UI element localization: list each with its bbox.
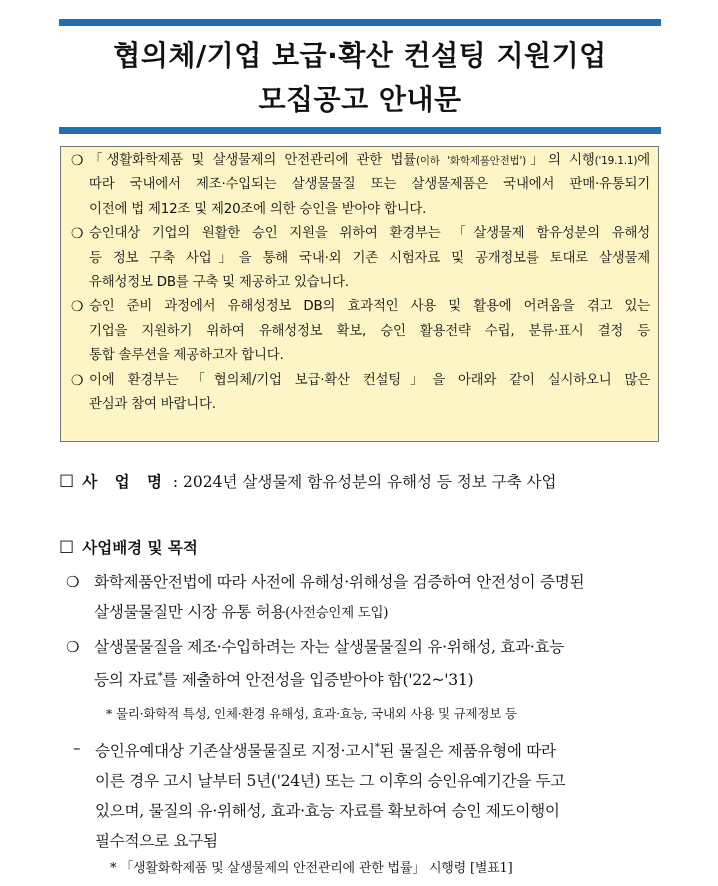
item-line: 필수적으로 요구됨 xyxy=(95,832,218,851)
section-project-name xyxy=(59,470,556,492)
item-line: 살생물물질을 제조·수입하려는 자는 살생물물질의 유·위해성, 효과·효능 xyxy=(94,638,565,656)
circle-bullet-icon: ❍ xyxy=(71,372,84,389)
notice-item xyxy=(71,369,650,418)
item-line: 화학제품안전법에 따라 사전에 유해성·위해성을 검증하여 안전성이 증명된 xyxy=(94,573,585,591)
item-line: 이른 경우 고시 날부터 5년('24년) 또는 그 이후의 승인유예기간을 두고 xyxy=(95,772,566,791)
dash-bullet-icon: – xyxy=(73,739,81,757)
item-line: 등의 자료*를 제출하여 안전성을 입증받아야 함('22~'31) xyxy=(94,671,474,690)
section-label: 사 업 명 xyxy=(82,472,168,491)
item-line: 있으며, 물질의 유·위해성, 효과·효능 자료를 확보하여 승인 제도이행이 xyxy=(95,802,560,821)
circle-bullet-icon: ❍ xyxy=(66,638,80,656)
notice-line: 관심과 참여 바랍니다. xyxy=(89,397,216,413)
section-background-heading xyxy=(59,536,198,558)
notice-item xyxy=(71,222,650,295)
notice-line: 따라 국내에서 제조·수입되는 살생물물질 또는 살생물제품은 국내에서 판매·유통되기 xyxy=(89,177,650,193)
footnote: * 「생활화학제품 및 살생물제의 안전관리에 관한 법률」 시행령 [별표1] xyxy=(110,861,513,876)
background-item xyxy=(66,567,666,628)
notice-line: 「생활화학제품 및 살생물제의 안전관리에 관한 법률(이하 '화학제품안전법')」의 시행('19.1.1)에 xyxy=(89,153,651,168)
background-item xyxy=(66,632,666,695)
notice-line: 통합 솔루션을 제공하고자 합니다. xyxy=(89,348,284,364)
background-sub-item xyxy=(73,733,665,856)
checkbox-square-icon: ☐ xyxy=(59,472,75,492)
circle-bullet-icon: ❍ xyxy=(71,226,84,243)
page-title-line-2: 모집공고 안내문 xyxy=(258,83,462,116)
notice-line: 이전에 법 제12조 및 제20조에 의한 승인을 받아야 합니다. xyxy=(89,201,427,217)
notice-item xyxy=(71,149,650,222)
notice-line: 기업을 지원하기 위하여 유해성정보 확보, 승인 활용전략 수립, 분류·표시 결정 등 xyxy=(89,323,650,339)
project-name-value: 2024년 살생물제 함유성분의 유해성 등 정보 구축 사업 xyxy=(183,473,557,491)
circle-bullet-icon: ❍ xyxy=(71,153,84,169)
notice-box xyxy=(60,146,659,442)
section-colon: : xyxy=(167,473,184,491)
item-line: 승인유예대상 기존살생물물질로 지정·고시*된 물질은 제품유형에 따라 xyxy=(95,742,556,761)
notice-item xyxy=(71,295,650,368)
item-line: 살생물물질만 시장 유통 허용(사전승인제 도입) xyxy=(94,603,389,621)
notice-line: 등 정보 구축 사업」을 통해 국내·외 기존 시험자료 및 공개정보를 토대로 살생물제 xyxy=(89,250,650,266)
notice-line: 승인 준비 과정에서 유해성정보 DB의 효과적인 사용 및 활용에 어려움을 겪고 있는 xyxy=(89,299,650,315)
circle-bullet-icon: ❍ xyxy=(71,299,84,316)
checkbox-square-icon: ☐ xyxy=(59,538,75,558)
section-label: 사업배경 및 목적 xyxy=(82,538,198,557)
notice-line: 승인대상 기업의 원활한 승인 지원을 위하여 환경부는 「살생물제 함유성분의 유해성 xyxy=(89,226,650,242)
notice-line: 유해성정보 DB를 구축 및 제공하고 있습니다. xyxy=(89,275,349,291)
title-rule-bottom xyxy=(59,127,661,134)
title-rule-top xyxy=(59,19,661,26)
circle-bullet-icon: ❍ xyxy=(66,573,80,591)
footnote: * 물리·화학적 특성, 인체·환경 유해성, 효과·효능, 국내외 사용 및 규제정보 등 xyxy=(106,706,517,721)
page-title-line-1: 협의체/기업 보급·확산 컨설팅 지원기업 xyxy=(113,39,607,72)
notice-line: 이에 환경부는 「협의체/기업 보급·확산 컨설팅」을 아래와 같이 실시하오니 많은 xyxy=(89,372,650,388)
